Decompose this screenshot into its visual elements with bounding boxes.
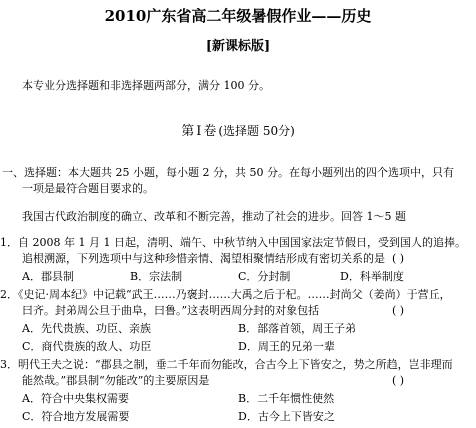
question-group-theme: 我国古代政治制度的确立、改革和不断完善，推动了社会的进步。回答 1～5 题 [22,210,406,223]
document-subtitle: [新课标版] [205,39,271,54]
section-label: 第Ⅰ卷 [181,124,219,139]
question-3-option-c: C．符合地方发展需要 [22,410,130,423]
question-1-option-d: D．科举制度 [340,270,404,283]
question-2-option-c: C．商代贵族的敌人、功臣 [22,340,152,353]
intro-text: 本专业分选择题和非选择题两部分，满分 100 分。 [22,79,270,92]
question-1-option-c: C．分封制 [238,270,291,283]
question-3-stem-line-2: 能然哉。”郡县制“勿能改”的主要原因是 [22,374,210,387]
question-3-option-a: A．符合中央集权需要 [22,392,129,405]
question-2-stem-line-2: 曰齐。封弟周公旦于曲阜，曰鲁。”这表明西周分封的对象包括 [22,304,320,317]
question-2-option-d: D．周王的兄弟一辈 [238,340,335,353]
question-3-answer-blank: ( ) [392,374,405,387]
question-2-stem-line-1: 2．《史记·周本纪》中记载“武王……乃褒封……大禹之后于杞。……封尚父（姜尚）于营丘， [0,288,451,301]
document-title: 2010广东省高二年级暑假作业——历史 [104,7,372,25]
question-1-option-a: A．郡县制 [22,270,74,283]
question-2-option-a: A．先代贵族、功臣、亲族 [22,322,151,335]
question-2-answer-blank: ( ) [392,304,405,317]
instructions-line-1: 一、选择题：本大题共 25 小题，每小题 2 分，共 50 分。在每小题列出的四个选项中，只有 [2,166,454,179]
section-heading [0,124,476,139]
question-2-option-b: B．部落首领，周王子弟 [238,322,357,335]
question-1-stem-line-2: 追根溯源，下列选项中与这种珍惜亲情、渴望相聚情结形成有密切关系的是 [22,252,385,265]
instructions-line-2: 一项是最符合题目要求的。 [22,182,154,195]
question-3-option-d: D．古今上下皆安之 [238,410,335,423]
section-note: (选择题 50分) [218,124,295,138]
question-3-stem-line-1: 3．明代王夫之说：“郡县之制，垂二千年而勿能改，合古今上下皆安之，势之所趋，岂非理而 [0,358,453,371]
question-1-stem-line-1: 1．自 2008 年 1 月 1 日起，清明、端午、中秋节纳入中国国家法定节假日，受到国人的追捧。 [0,236,466,249]
question-3-option-b: B．二千年惯性使然 [238,392,335,405]
question-1-answer-blank: ( ) [392,252,405,265]
question-1-option-b: B．宗法制 [130,270,183,283]
